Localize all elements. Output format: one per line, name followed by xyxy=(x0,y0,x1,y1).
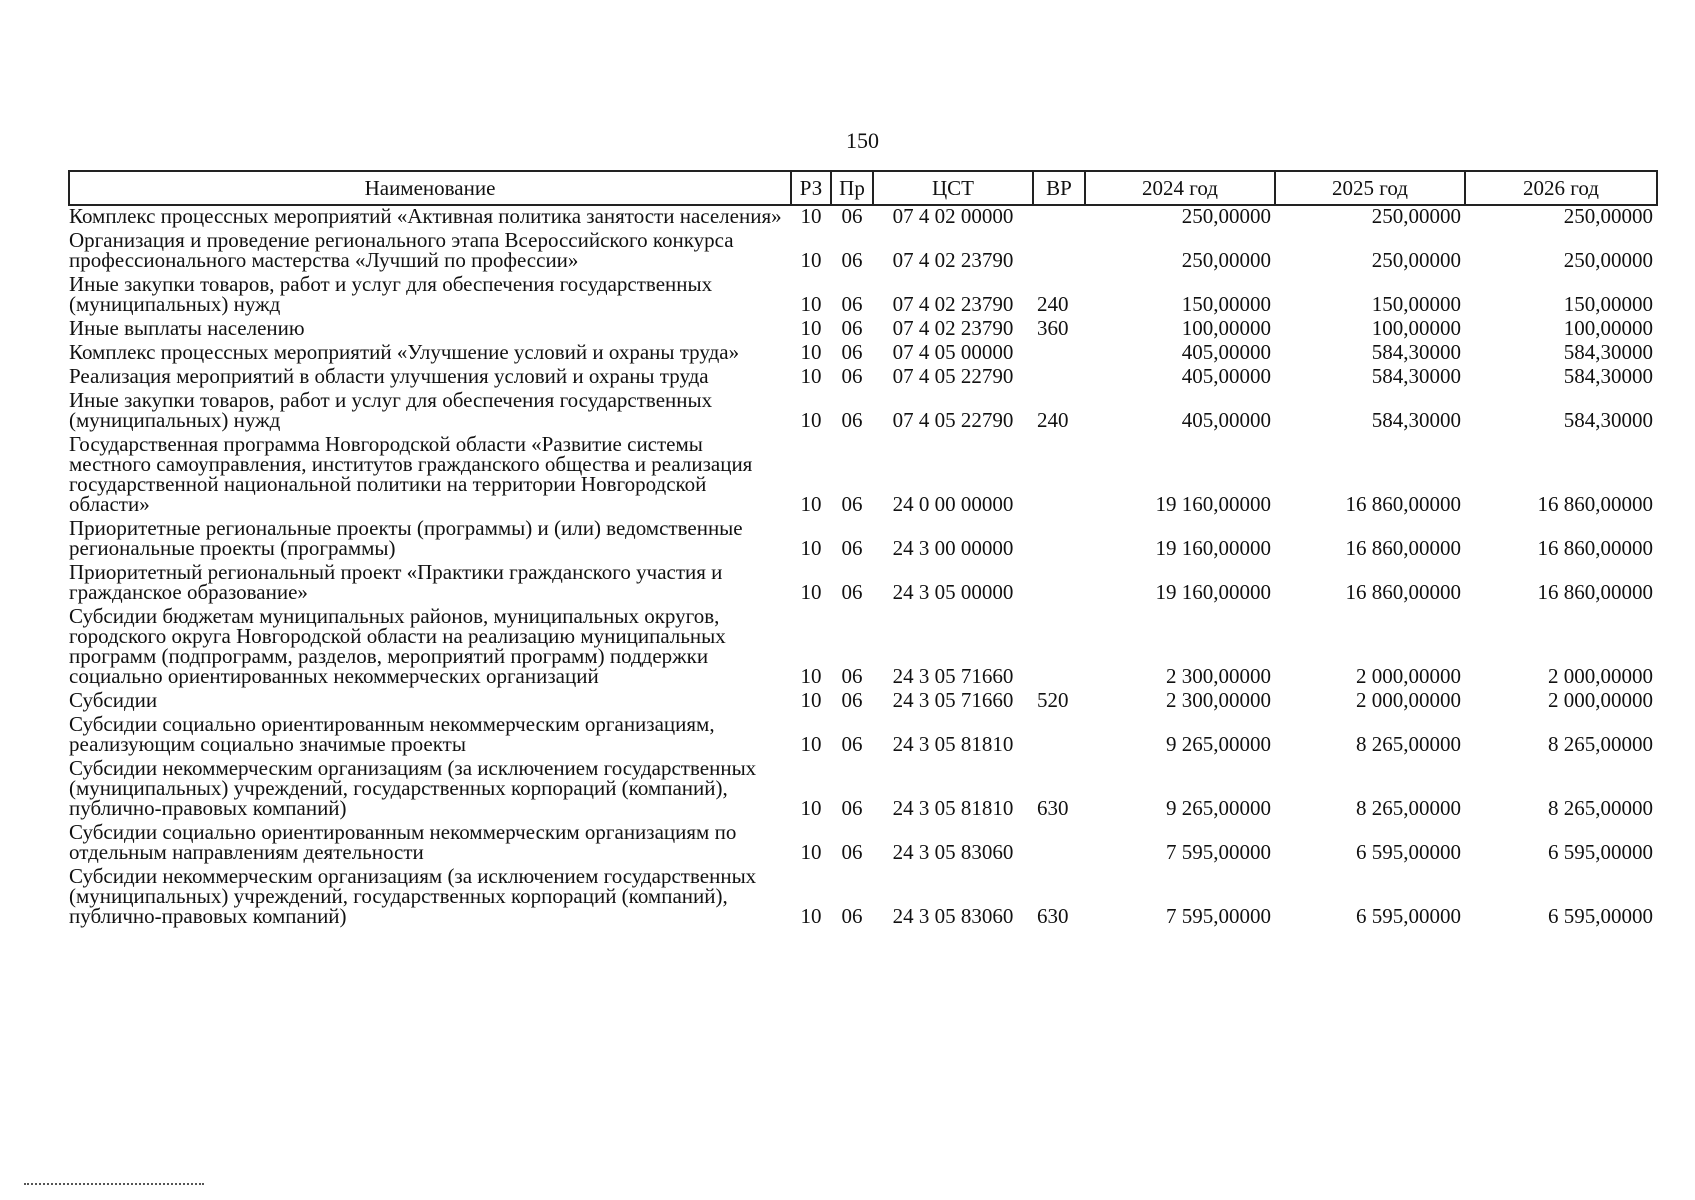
table-body xyxy=(69,205,1657,930)
cell-y2026: 16 860,00000 xyxy=(1537,492,1653,516)
cell-cst: 07 4 05 22790 xyxy=(892,364,1014,388)
cell-rz: 10 xyxy=(800,408,822,432)
cell-cst: 24 3 05 83060 xyxy=(892,904,1014,928)
cell-cst: 24 3 05 81810 xyxy=(892,732,1014,756)
cell-rz: 10 xyxy=(800,536,822,560)
cell-pr: 06 xyxy=(841,664,863,688)
cell-cst: 07 4 05 00000 xyxy=(892,340,1014,364)
cell-y2025: 150,00000 xyxy=(1371,292,1461,316)
cell-cst: 24 0 00 00000 xyxy=(892,492,1014,516)
header-2025: 2025 год xyxy=(1275,171,1465,205)
cell-pr: 06 xyxy=(841,248,863,272)
cell-pr: 06 xyxy=(841,904,863,928)
cell-name: Субсидии xyxy=(69,688,158,712)
cell-vr: 520 xyxy=(1037,688,1069,712)
cell-rz: 10 xyxy=(800,664,822,688)
cell-y2026: 16 860,00000 xyxy=(1537,580,1653,604)
cell-y2026: 16 860,00000 xyxy=(1537,536,1653,560)
cell-rz: 10 xyxy=(800,364,822,388)
cell-rz: 10 xyxy=(800,688,822,712)
header-2026: 2026 год xyxy=(1465,171,1657,205)
header-vr: ВР xyxy=(1033,171,1085,205)
table-row xyxy=(69,390,1657,434)
cell-cst: 07 4 02 23790 xyxy=(892,316,1014,340)
cell-vr xyxy=(1033,230,1085,274)
table-row xyxy=(69,690,1657,714)
table-row xyxy=(69,606,1657,690)
cell-vr xyxy=(1033,606,1085,690)
table-row xyxy=(69,230,1657,274)
header-cst: ЦСТ xyxy=(873,171,1033,205)
cell-pr: 06 xyxy=(841,840,863,864)
cell-name: Субсидии социально ориентированным некоммерческим организациям, реализующим социально значимые проекты xyxy=(69,712,715,756)
cell-vr: 240 xyxy=(1037,292,1069,316)
cell-y2024: 19 160,00000 xyxy=(1155,536,1271,560)
cell-y2025: 584,30000 xyxy=(1371,340,1461,364)
cell-pr: 06 xyxy=(841,688,863,712)
cell-y2024: 9 265,00000 xyxy=(1166,796,1271,820)
cell-rz: 10 xyxy=(800,796,822,820)
cell-name: Приоритетный региональный проект «Практики гражданского участия и гражданское образование» xyxy=(69,560,723,604)
cell-pr: 06 xyxy=(841,492,863,516)
cell-cst: 24 3 00 00000 xyxy=(892,536,1014,560)
cell-y2025: 584,30000 xyxy=(1371,364,1461,388)
cell-y2025: 2 000,00000 xyxy=(1356,688,1461,712)
cell-y2025: 6 595,00000 xyxy=(1356,840,1461,864)
table-row xyxy=(69,758,1657,822)
cell-y2025: 584,30000 xyxy=(1371,408,1461,432)
cell-y2024: 7 595,00000 xyxy=(1166,904,1271,928)
cell-pr: 06 xyxy=(841,292,863,316)
cell-rz: 10 xyxy=(800,204,822,228)
cell-pr: 06 xyxy=(841,316,863,340)
table-row xyxy=(69,318,1657,342)
cell-name: Иные закупки товаров, работ и услуг для обеспечения государственных (муниципальных) нужд xyxy=(69,272,713,316)
cell-y2026: 150,00000 xyxy=(1563,292,1653,316)
table-row xyxy=(69,822,1657,866)
cell-y2026: 6 595,00000 xyxy=(1548,840,1653,864)
cell-y2026: 250,00000 xyxy=(1563,248,1653,272)
cell-vr xyxy=(1033,366,1085,390)
cell-vr xyxy=(1033,822,1085,866)
cell-pr: 06 xyxy=(841,580,863,604)
table-row xyxy=(69,562,1657,606)
cell-cst: 24 3 05 83060 xyxy=(892,840,1014,864)
cell-pr: 06 xyxy=(841,408,863,432)
cell-y2026: 100,00000 xyxy=(1563,316,1653,340)
cell-vr xyxy=(1033,342,1085,366)
table-row xyxy=(69,274,1657,318)
cell-cst: 07 4 02 00000 xyxy=(892,204,1014,228)
cell-pr: 06 xyxy=(841,536,863,560)
cell-y2024: 7 595,00000 xyxy=(1166,840,1271,864)
cell-cst: 07 4 02 23790 xyxy=(892,248,1014,272)
cell-y2025: 2 000,00000 xyxy=(1356,664,1461,688)
budget-table xyxy=(68,170,1658,930)
cell-pr: 06 xyxy=(841,732,863,756)
cell-name: Иные выплаты населению xyxy=(69,316,305,340)
cell-y2025: 100,00000 xyxy=(1371,316,1461,340)
cell-y2025: 16 860,00000 xyxy=(1345,492,1461,516)
cell-name: Приоритетные региональные проекты (программы) и (или) ведомственные региональные проекты (программы) xyxy=(69,516,743,560)
cell-rz: 10 xyxy=(800,840,822,864)
cell-cst: 07 4 05 22790 xyxy=(892,408,1014,432)
cell-name: Организация и проведение регионального этапа Всероссийского конкурса профессионального мастерства «Лучший по профессии» xyxy=(69,228,734,272)
cell-vr xyxy=(1033,205,1085,230)
table-row xyxy=(69,518,1657,562)
cell-y2024: 405,00000 xyxy=(1181,408,1271,432)
cell-y2024: 19 160,00000 xyxy=(1155,580,1271,604)
cell-y2026: 6 595,00000 xyxy=(1548,904,1653,928)
cell-cst: 24 3 05 71660 xyxy=(892,664,1014,688)
cell-rz: 10 xyxy=(800,248,822,272)
table-row xyxy=(69,342,1657,366)
cell-y2024: 405,00000 xyxy=(1181,364,1271,388)
cell-cst: 24 3 05 71660 xyxy=(892,688,1014,712)
cell-rz: 10 xyxy=(800,340,822,364)
cell-y2026: 8 265,00000 xyxy=(1548,796,1653,820)
cell-pr: 06 xyxy=(841,364,863,388)
cell-y2025: 6 595,00000 xyxy=(1356,904,1461,928)
cell-rz: 10 xyxy=(800,732,822,756)
cell-y2026: 584,30000 xyxy=(1563,340,1653,364)
table-row xyxy=(69,434,1657,518)
header-rz: РЗ xyxy=(791,171,831,205)
cell-vr xyxy=(1033,518,1085,562)
header-name: Наименование xyxy=(69,171,791,205)
cell-y2024: 250,00000 xyxy=(1181,248,1271,272)
cell-rz: 10 xyxy=(800,904,822,928)
cell-vr: 240 xyxy=(1037,408,1069,432)
table-header xyxy=(69,171,1657,205)
cell-y2024: 250,00000 xyxy=(1181,204,1271,228)
cell-y2025: 250,00000 xyxy=(1371,204,1461,228)
cell-y2026: 8 265,00000 xyxy=(1548,732,1653,756)
page-number: 150 xyxy=(846,128,879,153)
cell-y2024: 19 160,00000 xyxy=(1155,492,1271,516)
cell-name: Комплекс процессных мероприятий «Активная политика занятости населения» xyxy=(69,204,782,228)
cell-name: Государственная программа Новгородской области «Развитие системы местного самоуправления, институтов гражданского общества и реализация государственной национальной политики на территории Новгородской области» xyxy=(69,432,753,516)
cell-y2026: 250,00000 xyxy=(1563,204,1653,228)
cell-y2024: 9 265,00000 xyxy=(1166,732,1271,756)
cell-y2025: 250,00000 xyxy=(1371,248,1461,272)
cell-y2025: 8 265,00000 xyxy=(1356,732,1461,756)
cell-rz: 10 xyxy=(800,292,822,316)
table-row xyxy=(69,866,1657,930)
cell-y2024: 2 300,00000 xyxy=(1166,688,1271,712)
header-pr: Пр xyxy=(831,171,873,205)
cell-y2024: 405,00000 xyxy=(1181,340,1271,364)
cell-vr xyxy=(1033,562,1085,606)
cell-name: Комплекс процессных мероприятий «Улучшение условий и охраны труда» xyxy=(69,340,740,364)
cell-y2025: 16 860,00000 xyxy=(1345,536,1461,560)
table-row xyxy=(69,205,1657,230)
cell-pr: 06 xyxy=(841,796,863,820)
cell-name: Субсидии некоммерческим организациям (за исключением государственных (муниципальных) учреждений, государственных корпораций (компаний), публично-правовых компаний) xyxy=(69,864,757,928)
cell-y2025: 8 265,00000 xyxy=(1356,796,1461,820)
cell-rz: 10 xyxy=(800,492,822,516)
cell-vr xyxy=(1033,714,1085,758)
table-row xyxy=(69,366,1657,390)
footer-divider xyxy=(24,1183,204,1185)
cell-rz: 10 xyxy=(800,580,822,604)
cell-y2024: 150,00000 xyxy=(1181,292,1271,316)
cell-cst: 07 4 02 23790 xyxy=(892,292,1014,316)
cell-vr xyxy=(1033,434,1085,518)
cell-y2026: 2 000,00000 xyxy=(1548,664,1653,688)
cell-pr: 06 xyxy=(841,204,863,228)
cell-name: Субсидии некоммерческим организациям (за исключением государственных (муниципальных) учреждений, государственных корпораций (компаний), публично-правовых компаний) xyxy=(69,756,757,820)
cell-y2024: 100,00000 xyxy=(1181,316,1271,340)
cell-vr: 630 xyxy=(1037,796,1069,820)
cell-y2026: 584,30000 xyxy=(1563,408,1653,432)
cell-rz: 10 xyxy=(800,316,822,340)
cell-name: Реализация мероприятий в области улучшения условий и охраны труда xyxy=(69,364,709,388)
cell-cst: 24 3 05 00000 xyxy=(892,580,1014,604)
cell-name: Иные закупки товаров, работ и услуг для обеспечения государственных (муниципальных) нужд xyxy=(69,388,713,432)
budget-table-container xyxy=(68,170,1656,930)
cell-y2025: 16 860,00000 xyxy=(1345,580,1461,604)
cell-vr: 630 xyxy=(1037,904,1069,928)
cell-vr: 360 xyxy=(1037,316,1069,340)
cell-pr: 06 xyxy=(841,340,863,364)
cell-name: Субсидии бюджетам муниципальных районов, муниципальных округов, городского округа Новгородской области на реализацию муниципальных программ (подпрограмм, разделов, мероприятий программ) поддержки социально ориентированных некоммерческих организаций xyxy=(69,604,726,688)
cell-y2026: 584,30000 xyxy=(1563,364,1653,388)
cell-cst: 24 3 05 81810 xyxy=(892,796,1014,820)
cell-y2026: 2 000,00000 xyxy=(1548,688,1653,712)
cell-name: Субсидии социально ориентированным некоммерческим организациям по отдельным направлениям деятельности xyxy=(69,820,737,864)
table-row xyxy=(69,714,1657,758)
cell-y2024: 2 300,00000 xyxy=(1166,664,1271,688)
header-2024: 2024 год xyxy=(1085,171,1275,205)
